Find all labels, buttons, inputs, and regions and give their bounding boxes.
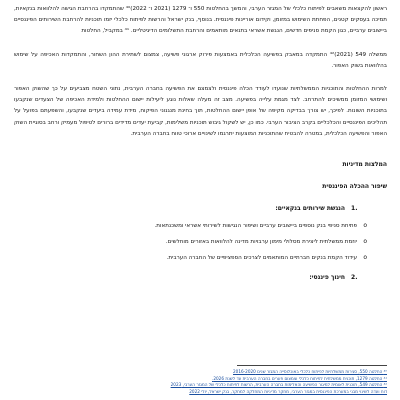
footnote-41[interactable]: ⁴¹ החלטה 1279, תוכנית ממשלתית לפיתוח כלכלי וצמצום פערים בחברה הערבית עד לשנת 2026. <box>211 375 387 381</box>
bullet-icon: o <box>363 254 367 262</box>
bullet-item <box>14 221 387 231</box>
numbered-item-financial-education <box>14 273 387 282</box>
footnote-42[interactable]: ⁴² החלטה 549, תוכנית לאומית למיגור הפשיעה והאלימות בחברה הערבית, הרשות לפיתוח כלכלי של המגזר הערבי, 2023 <box>170 382 387 388</box>
footnotes <box>14 369 387 395</box>
bullet-text: עידוד הקמת בנקים חברתיים המותאמים לצרכים הספציפיים של החברה הערבית. <box>166 255 357 262</box>
item-title: הנגשת שירותים בנקאיים: <box>275 205 345 213</box>
section-heading-policy-recommendations: המלצות מדיניות <box>342 161 387 169</box>
paragraph-implementation: למרות ההחלטות והתוכניות הממשלתיות שנועדו לעודד הכלה פיננסית ולצמצם את הפשיעה בחברה הערבית, נתוני השטח מצביעים על כך שהשוק האפור ושימושי המזומן ממשיכים להתרחב. לצד מגמת עלייה בפשיעה. מצב זה מעלה שאלות נוגע ליעילות יישום ההחלטות ולמידת האכיפה של הצעדים שנקבעו בתוכניות השונות. לפיכך, יש צורך בבדיקה מקיפה של אופן יישום ההחלטות, תוך בחינת מנגנוני הפיקוח, מידת עמידה ביעדים שנקבעו, והשפעתם בפועל על תהליכים הפיננסיים והכלכליים בקרב הציבור הערבי. כמו כן, יש לשקול גיבוש תוכניות משלימות, קביעת יעדים מדידים ברורים לטיפול מעמיק ורחב בסוגיית השוק האפור והפשיעה הכלכלית, במטרה להבטיח שהתוכניות המוצעות יתרגמו לשינויים ארוכי טווח בחברה הערבית. <box>14 86 387 137</box>
subsection-heading-financial-inclusion: שיפור ההכלה הפיננסית <box>322 183 387 191</box>
bullet-icon: o <box>363 222 367 230</box>
numbered-item-banking-access <box>14 204 387 213</box>
document-page <box>14 2 387 400</box>
footnote-40[interactable]: ⁴⁰ החלטה 550, סגירות ממשלתיות לפיתוח כלכלי באוכלוסייה המגזר שנים 2016-2020 <box>233 369 387 374</box>
item-number: .1 <box>351 205 358 213</box>
bullet-icon: o <box>363 238 367 246</box>
paragraph-crime-decision: ממשלה 549 (2021)⁴² התמקדה במאבק בפשיעה הכלכלית באמצעות פירוק ארגוני פשיעה, צמצום לשתירת ההון השחור, והתמקדות האכיפה על שימוש בהלוואות בשוק האפור. <box>14 51 387 69</box>
item-title: חינוך פיננסי: <box>309 274 345 282</box>
item-number: .2 <box>351 274 358 282</box>
footnote-report[interactable]: דוח ועדה לשינוי מבני במערכת הפיננסית במגזר הערבי, מחקר מדיניות המחלקה למחקר, בנק ישראל, יולי 2022 <box>189 388 387 394</box>
bullet-item <box>14 237 387 247</box>
bullet-text: יוזמת ממשלתית ליצירת מסלולי מימון ערבויות מדינה להלוואות באזורים מוחלשים. <box>165 239 357 246</box>
paragraph-intro: ראשון להקצאות משאבים לפיתוח כלכלי של המגזר הערבי, והמשך בהחלטות 550 ו־ 1279 (2021 ו־ 2022)⁴⁰ שהתמקדו בהרחבת הגישה להלוואות בנקאיות, תמיכה בעסקים קטנים, הפחתת השימוש במזומן, וקידום אוריינות פיננסית. בנוסף, בנק ישראל והרשות לפיתוח כלכלי יזמו תוכניות להרחבת השירותים הפיננסיים ביישובים ערביים, כגון הקמת סניפים חדשים, הנגשת אשראי בתנאים מותאמים והרחבת התשלומים הדיגיטליים. ⁴¹ במקביל, החלטות <box>14 6 387 35</box>
footnote-separator <box>237 365 387 366</box>
bullet-item <box>14 253 387 263</box>
bullet-text: פתיחת סניפי בנק נוספים ביישובים ערביים ושיפור הנגישות לשירותי אשראי ומשכנתאות. <box>154 223 357 230</box>
bullet-list-banking <box>14 221 387 263</box>
